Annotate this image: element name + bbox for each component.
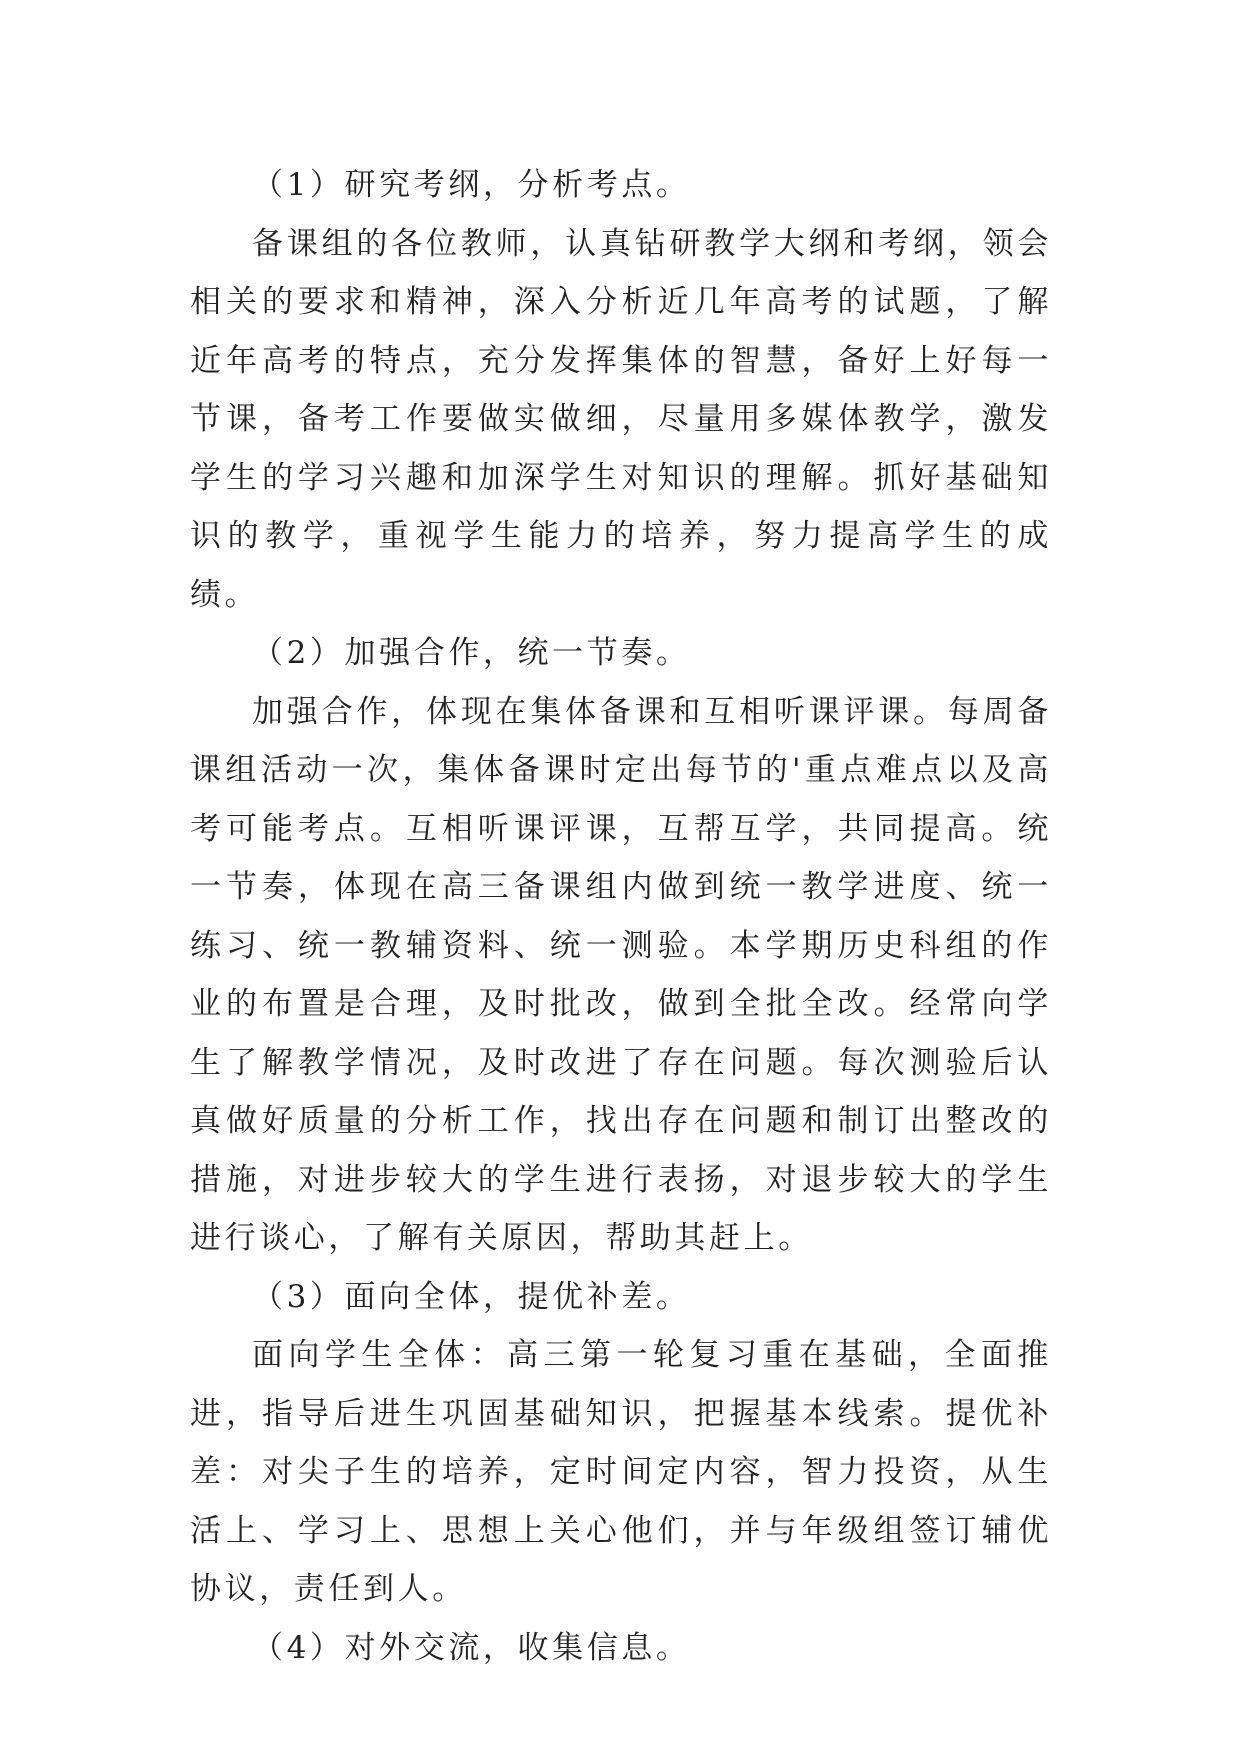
document-body xyxy=(190,156,1052,1677)
section-heading-1: （1）研究考纲，分析考点。 xyxy=(252,167,691,203)
section-heading-4: （4）对外交流，收集信息。 xyxy=(252,1629,691,1666)
body-paragraph-3: 面向学生全体：高三第一轮复习重在基础，全面推进，指导后进生巩固基础知识，把握基本线索。提优补差：对尖子生的培养，定时间定内容，智力投资，从生活上、学习上、思想上关心他们，并与年级组签订辅优协议，责任到人。 xyxy=(190,1337,1052,1607)
section-heading-2: （2）加强合作，统一节奏。 xyxy=(252,635,691,671)
body-paragraph-2: 加强合作，体现在集体备课和互相听课评课。每周备课组活动一次，集体备课时定出每节的'重点难点以及高考可能考点。互相听课评课，互帮互学，共同提高。统一节奏，体现在高三备课组内做到统一教学进度、统一练习、统一教辅资料、统一测验。本学期历史科组的作业的布置是合理，及时批改，做到全批全改。经常向学生了解教学情况，及时改进了存在问题。每次测验后认真做好质量的分析工作，找出存在问题和制订出整改的措施，对进步较大的学生进行表扬，对退步较大的学生进行谈心，了解有关原因，帮助其赶上。 xyxy=(190,693,1052,1256)
body-paragraph-1: 备课组的各位教师，认真钻研教学大纲和考纲，领会相关的要求和精神，深入分析近几年高考的试题，了解近年高考的特点，充分发挥集体的智慧，备好上好每一节课，备考工作要做实做细，尽量用多媒体教学，激发学生的学习兴趣和加深学生对知识的理解。抓好基础知识的教学，重视学生能力的培养，努力提高学生的成绩。 xyxy=(190,225,1052,613)
section-heading-3: （3）面向全体，提优补差。 xyxy=(252,1278,691,1315)
